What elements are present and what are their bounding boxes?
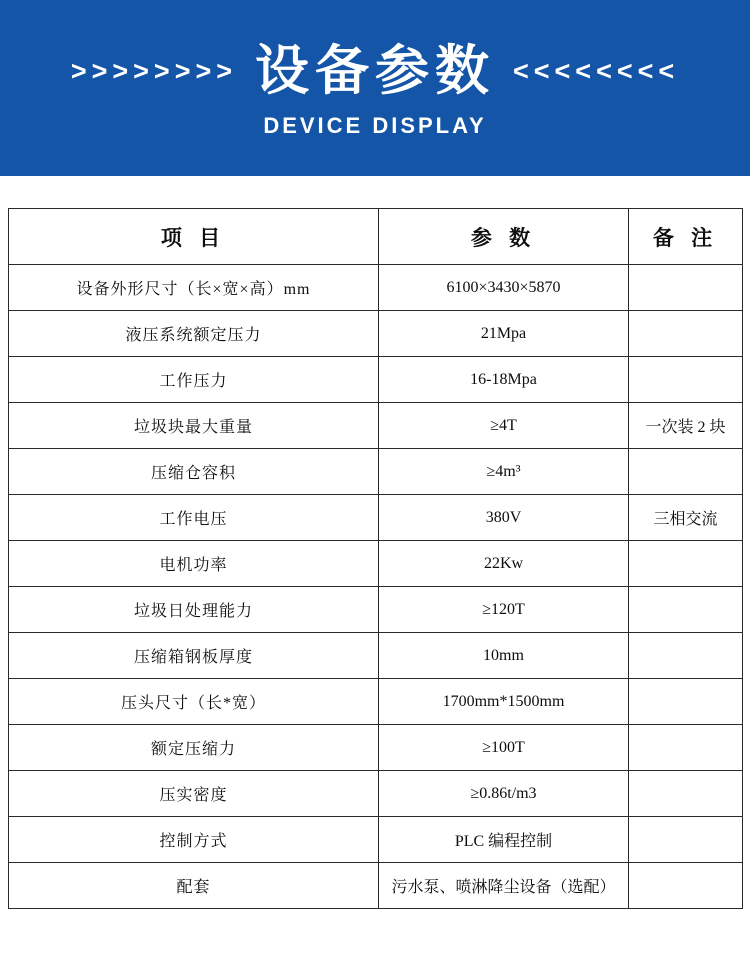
cell-note: 三相交流 xyxy=(629,495,743,541)
cell-param: 22Kw xyxy=(379,541,629,587)
cell-item: 垃圾日处理能力 xyxy=(9,587,379,633)
device-parameter-table xyxy=(8,208,743,909)
chevrons-left-icon: <<<<<<<< xyxy=(513,55,680,86)
cell-item: 配套 xyxy=(9,863,379,909)
cell-note xyxy=(629,633,743,679)
cell-note xyxy=(629,449,743,495)
cell-param: ≥100T xyxy=(379,725,629,771)
cell-note xyxy=(629,725,743,771)
page-subtitle: DEVICE DISPLAY xyxy=(263,113,487,139)
cell-item: 压缩仓容积 xyxy=(9,449,379,495)
cell-note xyxy=(629,357,743,403)
cell-item: 压头尺寸（长*宽） xyxy=(9,679,379,725)
table-row xyxy=(9,265,743,311)
cell-param: ≥4T xyxy=(379,403,629,449)
column-header-item: 项 目 xyxy=(9,209,379,265)
cell-param: 16-18Mpa xyxy=(379,357,629,403)
table-row xyxy=(9,449,743,495)
table-row xyxy=(9,863,743,909)
chevrons-right-icon: >>>>>>>> xyxy=(70,55,237,86)
column-header-note: 备 注 xyxy=(629,209,743,265)
cell-note: 一次装 2 块 xyxy=(629,403,743,449)
cell-note xyxy=(629,771,743,817)
cell-item: 液压系统额定压力 xyxy=(9,311,379,357)
cell-param: 污水泵、喷淋降尘设备（选配） xyxy=(379,863,629,909)
spec-table-container xyxy=(0,176,750,909)
cell-param: 6100×3430×5870 xyxy=(379,265,629,311)
cell-param: ≥0.86t/m3 xyxy=(379,771,629,817)
cell-param: 1700mm*1500mm xyxy=(379,679,629,725)
cell-item: 设备外形尺寸（长×宽×高）mm xyxy=(9,265,379,311)
table-row xyxy=(9,771,743,817)
cell-note xyxy=(629,311,743,357)
table-row xyxy=(9,817,743,863)
cell-note xyxy=(629,265,743,311)
cell-item: 控制方式 xyxy=(9,817,379,863)
cell-note xyxy=(629,863,743,909)
cell-note xyxy=(629,587,743,633)
cell-item: 压缩箱钢板厚度 xyxy=(9,633,379,679)
header-banner xyxy=(0,0,750,176)
banner-title-row xyxy=(0,38,750,102)
page-title: 设备参数 xyxy=(255,38,495,102)
cell-item: 工作压力 xyxy=(9,357,379,403)
cell-item: 额定压缩力 xyxy=(9,725,379,771)
table-row xyxy=(9,403,743,449)
column-header-param: 参 数 xyxy=(379,209,629,265)
table-header-row xyxy=(9,209,743,265)
table-row xyxy=(9,357,743,403)
cell-param: PLC 编程控制 xyxy=(379,817,629,863)
table-row xyxy=(9,633,743,679)
cell-item: 压实密度 xyxy=(9,771,379,817)
cell-param: 380V xyxy=(379,495,629,541)
table-row xyxy=(9,725,743,771)
table-header xyxy=(9,209,743,265)
cell-note xyxy=(629,679,743,725)
cell-param: ≥4m³ xyxy=(379,449,629,495)
cell-param: ≥120T xyxy=(379,587,629,633)
table-row xyxy=(9,495,743,541)
table-row xyxy=(9,311,743,357)
cell-note xyxy=(629,817,743,863)
cell-param: 21Mpa xyxy=(379,311,629,357)
cell-note xyxy=(629,541,743,587)
table-row xyxy=(9,587,743,633)
table-body xyxy=(9,265,743,909)
cell-item: 工作电压 xyxy=(9,495,379,541)
table-row xyxy=(9,541,743,587)
cell-item: 电机功率 xyxy=(9,541,379,587)
table-row xyxy=(9,679,743,725)
cell-param: 10mm xyxy=(379,633,629,679)
cell-item: 垃圾块最大重量 xyxy=(9,403,379,449)
